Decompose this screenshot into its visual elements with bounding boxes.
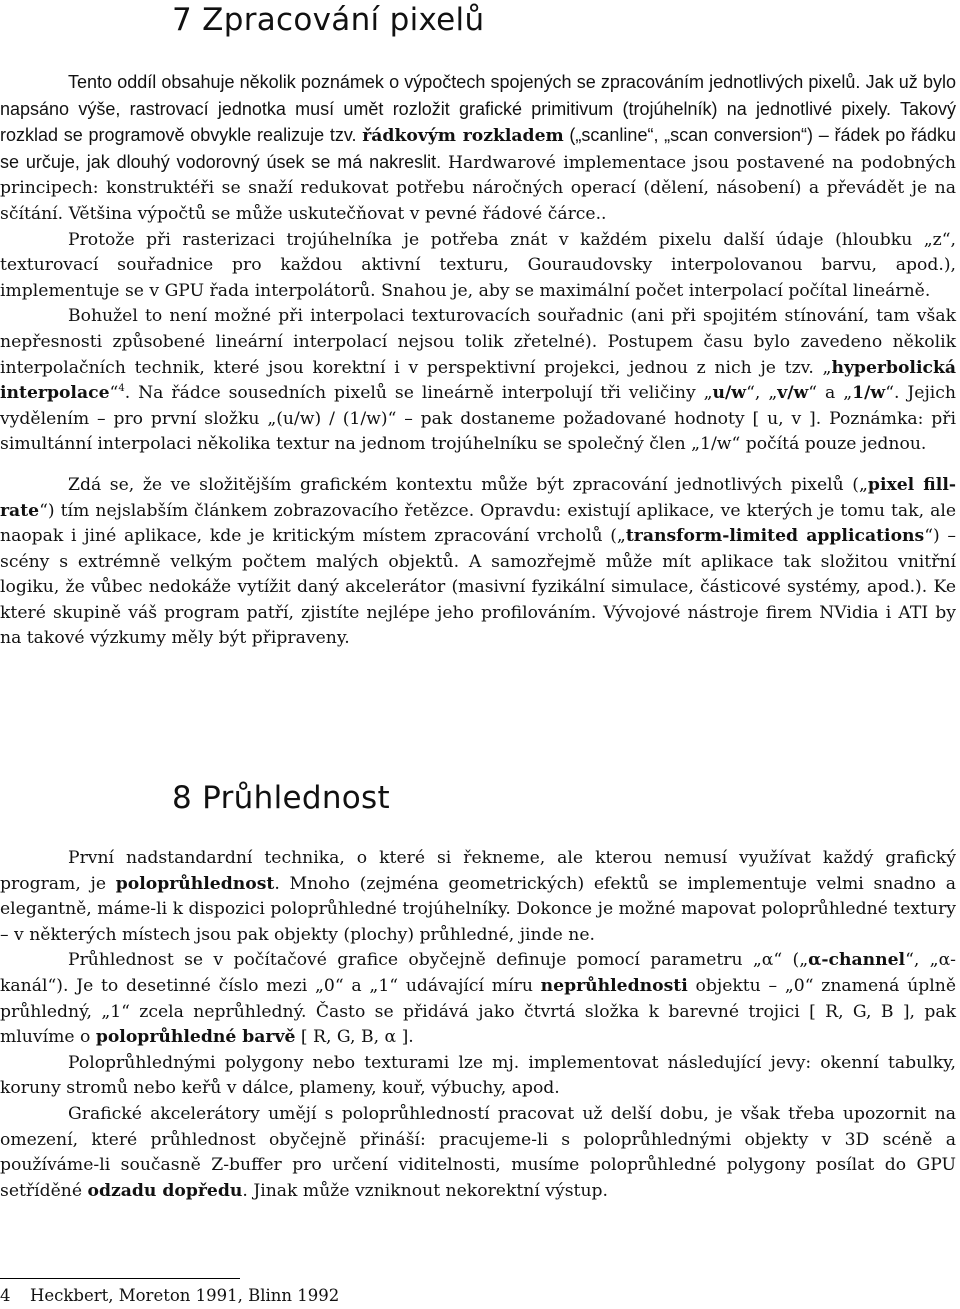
- text-run: První nadstandardní technika, o které si řekneme, ale kterou nemusí využívat každý grafický program, je: [0, 848, 956, 894]
- bold-term: odzadu dopředu: [87, 1180, 243, 1201]
- footnote-ref: 4: [118, 383, 125, 395]
- section-heading-transparency: 8 Průhlednost: [172, 780, 390, 816]
- paragraph: [0, 228, 956, 305]
- paragraph: [0, 304, 956, 458]
- footnote: [0, 1286, 339, 1305]
- paragraph: [0, 948, 956, 1050]
- bold-term: transform-limited applications: [625, 526, 925, 547]
- bold-term: α-channel: [808, 950, 906, 971]
- text-run: . Na řádce sousedních pixelů se lineárně interpolují tři veličiny „: [124, 383, 713, 404]
- bold-term: u/w: [712, 383, 747, 404]
- text-run: “) – scény s extrémně velkým počtem malých objektů. A samozřejmě může mít aplikace tak složitou vnitřní logiku, že vůbec nedokáže vytížit daný akcelerátor (masivní fyzikální simulace, částicové systémy, apod.). Ke které skupině váš program patří, zjistíte nejlépe jeho profilováním. Vývojové nástroje firem NVidia i ATI by na takové výzkumy měly být připraveny.: [0, 526, 956, 649]
- bold-term: řádkovým rozkladem: [362, 126, 564, 147]
- text-run: Grafické akcelerátory umějí s poloprůhledností pracovat už delší dobu, je však třeba upozornit na omezení, které průhlednost obyčejně přináší: pracujeme-li s poloprůhlednými objekty v 3D scéně a používáme-li současně Z-buffer pro určení viditelnosti, musíme poloprůhledné polygony posílat do GPU setříděné: [0, 1103, 956, 1201]
- text-run: . Mnoho (zejména geometrických) efektů se implementuje velmi snadno a elegantně, máme-li k dispozici poloprůhledné trojúhelníky. Dokonce je možné mapovat poloprůhledné textury – v některých místech jsou pak objekty (plochy) průhledné, jinde ne.: [0, 873, 956, 945]
- text-run: “ a „: [808, 383, 853, 404]
- paragraph: [0, 846, 956, 948]
- text-run: “, „α-kanál“). Je to desetinné číslo mezi „0“ a „1“ udávající míru: [0, 950, 956, 996]
- text-run: Zdá se, že ve složitějším grafickém kontextu může být zpracování jednotlivých pixelů („: [68, 474, 868, 495]
- bold-term: hyperbolická interpolace: [0, 357, 956, 404]
- bold-term: neprůhlednosti: [540, 975, 688, 996]
- text-run: “: [109, 383, 119, 404]
- paragraph: [0, 1051, 956, 1102]
- text-run: („scanline“, „scan conversion“) – řádek po řádku se určuje, jak dlouhý vodorovný úsek se má nakreslit.: [0, 125, 956, 172]
- paragraph: [0, 1102, 956, 1204]
- footnote-number: 4: [0, 1286, 11, 1305]
- section-body-transparency: [0, 846, 956, 1204]
- text-run: Hardwarové implementace jsou postavené na podobných principech: konstruktéři se snaží redukovat potřebu náročných operací (dělení, násobení) a převádět je na sčítání. Většina výpočtů se může uskutečňovat v pevné řádové čárce..: [0, 152, 956, 224]
- bold-term: poloprůhledné barvě: [95, 1027, 296, 1048]
- section-body-pixel-processing: [0, 70, 956, 652]
- text-run: “) tím nejslabším článkem zobrazovacího řetězce. Opravdu: existují aplikace, ve kterých je tomu tak, ale naopak i jiné aplikace, kde je kritickým místem zpracování vrcholů („: [0, 500, 956, 547]
- bold-term: poloprůhlednost: [115, 873, 275, 894]
- paragraph: [0, 70, 956, 228]
- footnote-text: Heckbert, Moreton 1991, Blinn 1992: [30, 1286, 340, 1305]
- text-run: “. Jejich vydělením – pro první složku „(u/w) / (1/w)“ – pak dostaneme požadované hodnoty [ u, v ]. Poznámka: při simultánní interpolaci několika textur na jednom trojúhelníku se společný člen „1/w“ počítá pouze jednou.: [0, 383, 956, 455]
- bold-term: v/w: [777, 383, 809, 404]
- text-run: [ R, G, B, α ].: [295, 1027, 414, 1048]
- text-run: Protože při rasterizaci trojúhelníka je potřeba znát v každém pixelu další údaje (hloubku „z“, texturovací souřadnice pro každou aktivní texturu, Gouraudovsky interpolovanou barvu, apod.), implementuje se v GPU řada interpolátorů. Snahou je, aby se maximální počet interpolací počítal lineárně.: [0, 229, 956, 301]
- text-run: objektu – „0“ znamená úplně průhledný, „1“ zcela neprůhledný. Často se přidává jako čtvrtá složka k barevné trojici [ R, G, B ], pak mluvíme o: [0, 975, 957, 1048]
- section-heading-pixel-processing: 7 Zpracování pixelů: [172, 2, 485, 38]
- footnote-separator: [0, 1278, 240, 1279]
- text-run: Bohužel to není možné při interpolaci texturovacích souřadnic (ani při spojitém stínování, tam však nepřesnosti způsobené lineární interpolací nejsou tolik zřetelné). Postupem času bylo zavedeno několik interpolačních technik, které jsou korektní i v perspektivní projekci, jednou z nich je tzv. „: [0, 306, 956, 378]
- bold-term: 1/w: [852, 383, 886, 404]
- text-run: . Jinak může vzniknout nekorektní výstup.: [242, 1180, 608, 1201]
- paragraph: [0, 473, 956, 652]
- text-run: Poloprůhlednými polygony nebo texturami lze mj. implementovat následující jevy: okenní tabulky, koruny stromů nebo keřů v dálce, plameny, kouř, výbuchy, apod.: [0, 1052, 956, 1099]
- text-run: Tento oddíl obsahuje několik poznámek o výpočtech spojených se zpracováním jednotlivých pixelů. Jak už bylo napsáno výše, rastrovací jednotka musí umět rozložit grafické primitivum (trojúhelník) na jednotlivé pixely. Takový rozklad se programově obvykle realizuje tzv.: [0, 72, 956, 146]
- bold-term: pixel fill-rate: [0, 474, 956, 521]
- text-run: “, „: [746, 383, 778, 404]
- text-run: Průhlednost se v počítačové grafice obyčejně definuje pomocí parametru „α“ („: [68, 950, 809, 971]
